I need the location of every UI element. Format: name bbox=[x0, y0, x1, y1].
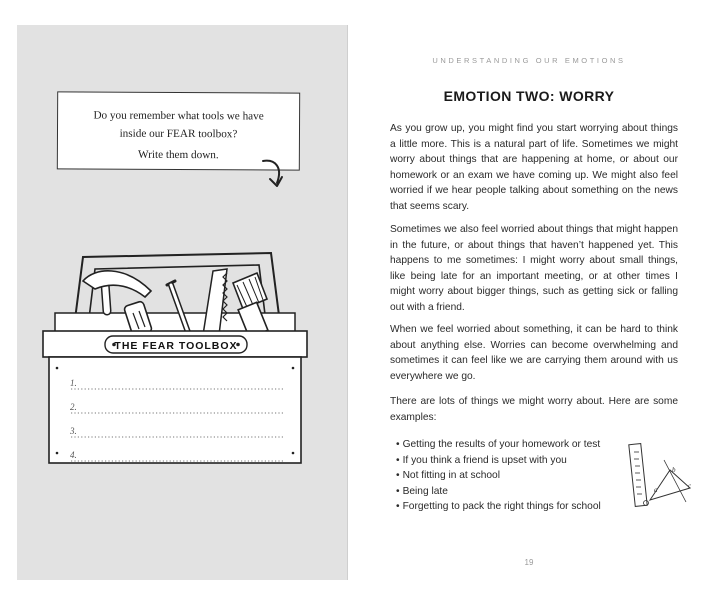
ruler-protractor-icon bbox=[628, 440, 700, 510]
fear-toolbox-illustration bbox=[35, 243, 315, 483]
toolbox-label: THE FEAR TOOLBOX bbox=[114, 340, 238, 352]
ruler-label-b: b bbox=[672, 466, 676, 474]
curved-arrow-icon bbox=[255, 157, 291, 193]
list-item: • Not fitting in at school bbox=[396, 468, 626, 484]
note-question-line-2: inside our FEAR toolbox? bbox=[119, 127, 238, 141]
ruler-label-c: c bbox=[688, 482, 692, 490]
ruler-label-a: a bbox=[654, 486, 658, 494]
answer-line-number: 3. bbox=[70, 426, 77, 436]
list-item: • Getting the results of your homework or test bbox=[396, 437, 626, 453]
body-paragraph: Sometimes we also feel worried about things that might happen in the future, or about things that haven’t happened yet. This happens to me sometimes: I might worry about small things, like being late for an important meeting, or at other times I might worry about bigger things, such as getting sick or falling out with a friend. bbox=[390, 224, 678, 313]
body-paragraph: There are lots of things we might worry about. Here are some examples: bbox=[390, 396, 678, 423]
list-item: • Forgetting to pack the right things for school bbox=[396, 499, 626, 515]
page-number: 19 bbox=[524, 558, 534, 567]
note-instruction: Write them down. bbox=[138, 148, 219, 162]
note-question bbox=[58, 106, 299, 143]
answer-line-number: 2. bbox=[70, 402, 77, 412]
list-item: • Being late bbox=[396, 484, 626, 500]
list-item: • If you think a friend is upset with you bbox=[396, 453, 626, 469]
note-question-line-1: Do you remember what tools we have bbox=[93, 109, 264, 123]
page-title: EMOTION TWO: WORRY bbox=[443, 88, 615, 104]
answer-line-number: 4. bbox=[70, 450, 77, 460]
answer-line-number: 1. bbox=[70, 378, 77, 388]
body-paragraph: As you grow up, you might find you start worrying about things a little more. This is a natural part of life. Sometimes we might worry about things that are happening at home, or about our homework or an exam we have coming up. We might also feel worried if we hear people talking about something on the news that seems scary. bbox=[390, 123, 678, 212]
body-paragraph: When we feel worried about something, it can be hard to think about anything else. Worries can become overwhelming and sometimes it can feel like we are carrying them around with us everywhere we go. bbox=[390, 324, 678, 382]
worry-examples-list bbox=[396, 437, 626, 515]
running-head: UNDERSTANDING OUR EMOTIONS bbox=[432, 56, 626, 65]
